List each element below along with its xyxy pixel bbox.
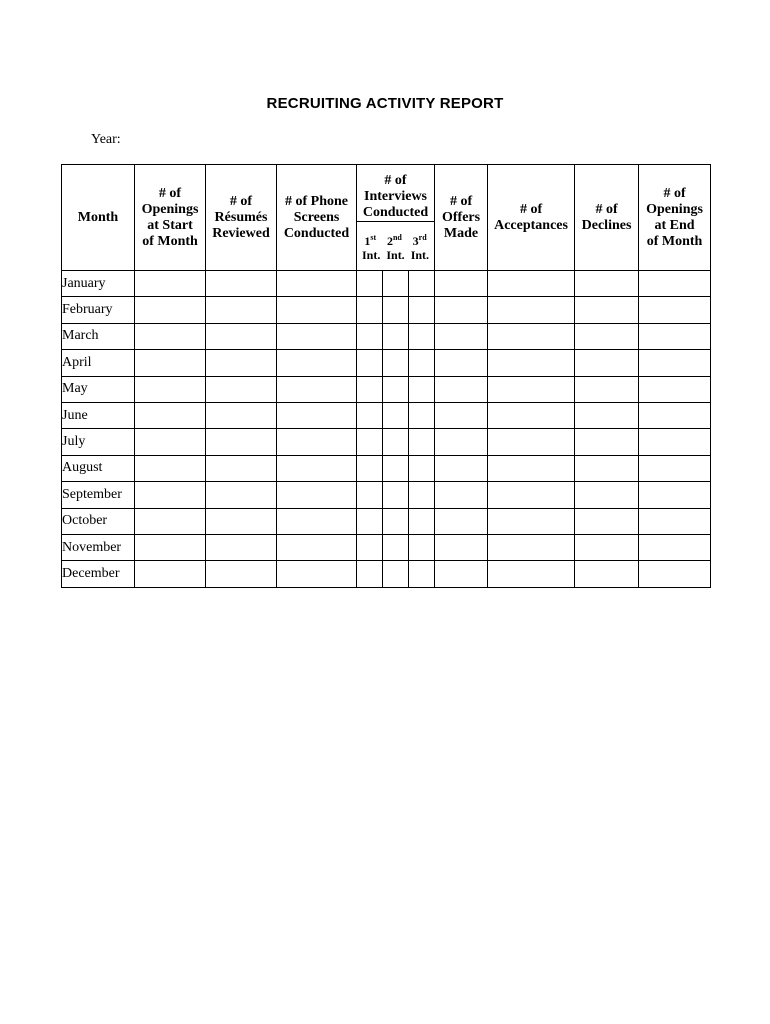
entry-cell[interactable]: [435, 534, 488, 560]
header-interviews-line: # of: [384, 173, 407, 188]
entry-cell[interactable]: [435, 508, 488, 534]
month-name: March: [62, 323, 135, 349]
entry-cell[interactable]: [206, 508, 277, 534]
entry-cell[interactable]: [135, 271, 206, 297]
interview-2nd-num: 2: [386, 233, 393, 248]
interview-3rd: [413, 231, 427, 248]
entry-cell[interactable]: [135, 561, 206, 587]
interview-1st-num: 1: [364, 233, 371, 248]
table-row: [62, 402, 711, 428]
entry-cell[interactable]: [277, 455, 357, 481]
table-row: [62, 429, 711, 455]
entry-cell[interactable]: [488, 297, 575, 323]
table-row: [62, 271, 711, 297]
entry-cell[interactable]: [383, 402, 409, 428]
entry-cell[interactable]: [277, 561, 357, 587]
table-row: [62, 482, 711, 508]
header-openings-start-line: of Month: [142, 233, 198, 249]
entry-cell[interactable]: [135, 376, 206, 402]
entry-cell[interactable]: [639, 561, 711, 587]
entry-cell[interactable]: [135, 323, 206, 349]
entry-cell[interactable]: [206, 402, 277, 428]
header-interviews-line: Conducted: [362, 205, 429, 220]
header-declines-line: # of: [595, 201, 618, 217]
entry-cell[interactable]: [435, 429, 488, 455]
report-title: RECRUITING ACTIVITY REPORT: [266, 95, 504, 112]
entry-cell[interactable]: [357, 297, 383, 323]
entry-cell[interactable]: [383, 561, 409, 587]
table-row: [62, 297, 711, 323]
entry-cell[interactable]: [435, 402, 488, 428]
interview-2nd-sup: nd: [392, 232, 402, 242]
header-openings-start: [135, 165, 206, 271]
interview-1st: [364, 231, 376, 248]
entry-cell[interactable]: [575, 561, 639, 587]
entry-cell[interactable]: [639, 455, 711, 481]
header-openings-end-line: Openings: [646, 201, 703, 217]
entry-cell[interactable]: [488, 323, 575, 349]
entry-cell[interactable]: [206, 482, 277, 508]
entry-cell[interactable]: [277, 429, 357, 455]
entry-cell[interactable]: [135, 508, 206, 534]
header-offers-line: Made: [443, 225, 479, 241]
entry-cell[interactable]: [435, 455, 488, 481]
entry-cell[interactable]: [639, 508, 711, 534]
entry-cell[interactable]: [488, 271, 575, 297]
entry-cell[interactable]: [206, 350, 277, 376]
entry-cell[interactable]: [135, 297, 206, 323]
interview-ordinals: [357, 231, 434, 248]
entry-cell[interactable]: [639, 350, 711, 376]
header-interviews-line: Interviews: [364, 189, 428, 204]
entry-cell[interactable]: [383, 455, 409, 481]
entry-cell[interactable]: [409, 402, 435, 428]
header-offers-line: Offers: [441, 209, 481, 225]
entry-cell[interactable]: [135, 402, 206, 428]
entry-cell[interactable]: [277, 402, 357, 428]
entry-cell[interactable]: [435, 376, 488, 402]
interview-3rd-sup: rd: [418, 232, 427, 242]
month-name: July: [62, 429, 135, 455]
entry-cell[interactable]: [435, 561, 488, 587]
header-phone-screens: [277, 165, 357, 271]
entry-cell[interactable]: [357, 561, 383, 587]
entry-cell[interactable]: [277, 350, 357, 376]
month-name: January: [62, 271, 135, 297]
entry-cell[interactable]: [639, 402, 711, 428]
entry-cell[interactable]: [206, 534, 277, 560]
entry-cell[interactable]: [575, 271, 639, 297]
entry-cell[interactable]: [206, 271, 277, 297]
entry-cell[interactable]: [357, 455, 383, 481]
entry-cell[interactable]: [135, 455, 206, 481]
entry-cell[interactable]: [639, 429, 711, 455]
entry-cell[interactable]: [488, 402, 575, 428]
entry-cell[interactable]: [488, 376, 575, 402]
entry-cell[interactable]: [277, 297, 357, 323]
month-name: April: [62, 350, 135, 376]
header-resumes-line: Résumés: [214, 209, 268, 225]
month-rows: [62, 271, 711, 588]
header-openings-start-line: # of: [158, 185, 182, 201]
entry-cell[interactable]: [277, 323, 357, 349]
year-label: Year:: [91, 132, 121, 147]
entry-cell[interactable]: [383, 482, 409, 508]
entry-cell[interactable]: [357, 376, 383, 402]
entry-cell[interactable]: [206, 455, 277, 481]
header-interview-subheaders: [357, 222, 435, 271]
entry-cell[interactable]: [277, 376, 357, 402]
month-name: September: [62, 482, 135, 508]
entry-cell[interactable]: [488, 455, 575, 481]
header-phone-line: Conducted: [283, 225, 350, 241]
header-openings-end-line: of Month: [646, 233, 703, 249]
header-openings-start-line: Openings: [141, 201, 199, 217]
entry-cell[interactable]: [409, 323, 435, 349]
month-name: February: [62, 297, 135, 323]
entry-cell[interactable]: [206, 323, 277, 349]
header-openings-end: [639, 165, 711, 271]
table-row: [62, 350, 711, 376]
entry-cell[interactable]: [277, 271, 357, 297]
entry-cell[interactable]: [277, 508, 357, 534]
interview-2nd-label: Int.: [386, 247, 405, 262]
entry-cell[interactable]: [575, 429, 639, 455]
entry-cell[interactable]: [409, 429, 435, 455]
entry-cell[interactable]: [135, 429, 206, 455]
entry-cell[interactable]: [383, 350, 409, 376]
entry-cell[interactable]: [357, 323, 383, 349]
entry-cell[interactable]: [277, 534, 357, 560]
entry-cell[interactable]: [357, 534, 383, 560]
entry-cell[interactable]: [383, 429, 409, 455]
entry-cell[interactable]: [488, 429, 575, 455]
entry-cell[interactable]: [639, 323, 711, 349]
interview-2nd: [387, 231, 402, 248]
entry-cell[interactable]: [488, 508, 575, 534]
entry-cell[interactable]: [435, 482, 488, 508]
entry-cell[interactable]: [357, 429, 383, 455]
entry-cell[interactable]: [383, 508, 409, 534]
header-phone-line: # of Phone: [285, 193, 348, 209]
table-row: [62, 508, 711, 534]
entry-cell[interactable]: [383, 297, 409, 323]
month-name: November: [62, 534, 135, 560]
entry-cell[interactable]: [383, 323, 409, 349]
table-row: [62, 376, 711, 402]
entry-cell[interactable]: [409, 376, 435, 402]
header-declines: [575, 165, 639, 271]
month-name: August: [62, 455, 135, 481]
entry-cell[interactable]: [639, 376, 711, 402]
entry-cell[interactable]: [435, 323, 488, 349]
recruiting-table: [61, 164, 711, 588]
entry-cell[interactable]: [357, 508, 383, 534]
entry-cell[interactable]: [575, 482, 639, 508]
entry-cell[interactable]: [575, 350, 639, 376]
interview-int-labels: [357, 248, 434, 262]
entry-cell[interactable]: [639, 297, 711, 323]
header-acceptances: [488, 165, 575, 271]
entry-cell[interactable]: [357, 482, 383, 508]
entry-cell[interactable]: [575, 402, 639, 428]
month-name: June: [62, 402, 135, 428]
entry-cell[interactable]: [206, 297, 277, 323]
header-openings-start-line: at Start: [147, 217, 193, 233]
header-resumes-line: # of: [229, 193, 253, 209]
header-openings-end-line: # of: [663, 185, 686, 201]
entry-cell[interactable]: [639, 534, 711, 560]
header-declines-line: Declines: [581, 217, 632, 233]
entry-cell[interactable]: [575, 455, 639, 481]
entry-cell[interactable]: [383, 271, 409, 297]
header-offers-line: # of: [449, 193, 473, 209]
table-row: [62, 534, 711, 560]
entry-cell[interactable]: [135, 534, 206, 560]
entry-cell[interactable]: [383, 376, 409, 402]
header-acceptances-line: Acceptances: [494, 217, 568, 233]
month-name: December: [62, 561, 135, 587]
entry-cell[interactable]: [575, 534, 639, 560]
interview-3rd-label: Int.: [410, 247, 430, 262]
entry-cell[interactable]: [409, 271, 435, 297]
table-row: [62, 561, 711, 587]
entry-cell[interactable]: [409, 534, 435, 560]
interview-1st-sup: st: [370, 232, 377, 242]
entry-cell[interactable]: [409, 297, 435, 323]
entry-cell[interactable]: [409, 455, 435, 481]
entry-cell[interactable]: [357, 402, 383, 428]
entry-cell[interactable]: [435, 271, 488, 297]
header-acceptances-line: # of: [519, 201, 543, 217]
month-name: May: [62, 376, 135, 402]
entry-cell[interactable]: [409, 482, 435, 508]
entry-cell[interactable]: [575, 323, 639, 349]
entry-cell[interactable]: [488, 482, 575, 508]
entry-cell[interactable]: [206, 561, 277, 587]
entry-cell[interactable]: [206, 376, 277, 402]
header-phone-line: Screens: [293, 209, 340, 225]
entry-cell[interactable]: [575, 508, 639, 534]
entry-cell[interactable]: [575, 297, 639, 323]
header-resumes: [206, 165, 277, 271]
entry-cell[interactable]: [409, 350, 435, 376]
entry-cell[interactable]: [488, 561, 575, 587]
entry-cell[interactable]: [357, 271, 383, 297]
header-interviews: [357, 165, 435, 222]
entry-cell[interactable]: [435, 350, 488, 376]
entry-cell[interactable]: [277, 482, 357, 508]
table-row: [62, 323, 711, 349]
entry-cell[interactable]: [357, 350, 383, 376]
entry-cell[interactable]: [639, 271, 711, 297]
header-offers: [435, 165, 488, 271]
entry-cell[interactable]: [135, 482, 206, 508]
header-openings-end-line: at End: [654, 217, 695, 233]
entry-cell[interactable]: [409, 508, 435, 534]
entry-cell[interactable]: [435, 297, 488, 323]
interview-3rd-num: 3: [412, 233, 419, 248]
month-name: October: [62, 508, 135, 534]
entry-cell[interactable]: [575, 376, 639, 402]
entry-cell[interactable]: [206, 429, 277, 455]
entry-cell[interactable]: [488, 534, 575, 560]
header-resumes-line: Reviewed: [212, 225, 270, 241]
entry-cell[interactable]: [409, 561, 435, 587]
table-row: [62, 455, 711, 481]
entry-cell[interactable]: [135, 350, 206, 376]
interview-1st-label: Int.: [362, 247, 381, 262]
entry-cell[interactable]: [488, 350, 575, 376]
entry-cell[interactable]: [383, 534, 409, 560]
header-month: Month: [62, 165, 135, 271]
entry-cell[interactable]: [639, 482, 711, 508]
